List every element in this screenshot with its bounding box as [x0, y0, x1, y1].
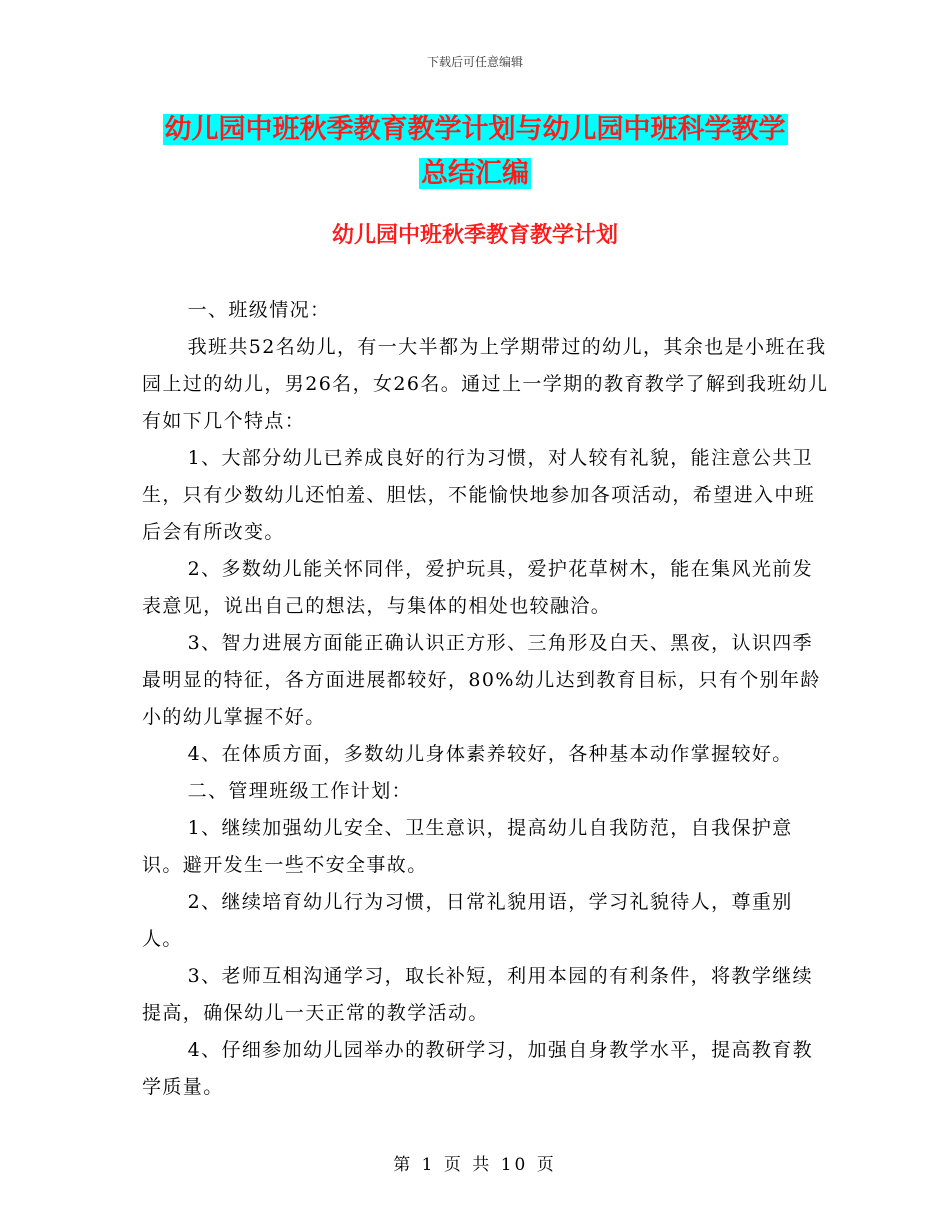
section-title: 幼儿园中班秋季教育教学计划: [331, 223, 618, 248]
document-title-line-1: [0, 109, 950, 151]
paragraph-trait-1: 1、大部分幼儿已养成良好的行为习惯，对人较有礼貌，能注意公共卫生，只有少数幼儿还怕羞、胆怯，不能愉快地参加各项活动，希望进入中班后会有所改变。: [142, 447, 816, 543]
paragraph-plan-2: 2、继续培育幼儿行为习惯，日常礼貌用语，学习礼貌待人，尊重别人。: [142, 891, 793, 950]
document-body: [142, 292, 832, 1106]
document-title-line-2: [0, 153, 950, 195]
paragraph-plan-1: 1、继续加强幼儿安全、卫生意识，提高幼儿自我防范，自我保护意识。避开发生一些不安全事故。: [142, 817, 793, 876]
paragraph-trait-2: 2、多数幼儿能关怀同伴，爱护玩具，爱护花草树木，能在集风光前发表意见，说出自己的想法，与集体的相处也较融洽。: [142, 558, 814, 617]
paragraph-trait-4: 4、在体质方面，多数幼儿身体素养较好，各种基本动作掌握较好。: [187, 743, 793, 765]
heading-management-plan: 二、管理班级工作计划：: [187, 780, 412, 802]
paragraph-trait-3: 3、智力进展方面能正确认识正方形、三角形及白天、黑夜，认识四季最明显的特征，各方面进展都较好，80%幼儿达到教育目标，只有个别年龄小的幼儿掌握不好。: [142, 632, 821, 728]
document-title-text-1: 幼儿园中班秋季教育教学计划与幼儿园中班科学教学: [164, 114, 786, 145]
heading-class-situation: 一、班级情况：: [187, 299, 331, 321]
paragraph-plan-3: 3、老师互相沟通学习，取长补短，利用本园的有利条件，将教学继续提高，确保幼儿一天正常的教学活动。: [142, 965, 814, 1024]
paragraph-plan-4: 4、仔细参加幼儿园举办的教研学习，加强自身教学水平，提高教育教学质量。: [142, 1039, 814, 1098]
page-number-footer: 第 1 页 共 10 页: [393, 1155, 557, 1175]
document-title-text-2: 总结汇编: [421, 158, 529, 189]
paragraph-class-overview: 我班共52名幼儿，有一大半都为上学期带过的幼儿，其余也是小班在我园上过的幼儿，男26名，女26名。通过上一学期的教育教学了解到我班幼儿有如下几个特点：: [142, 336, 829, 432]
header-note: 下载后可任意编辑: [426, 55, 523, 69]
